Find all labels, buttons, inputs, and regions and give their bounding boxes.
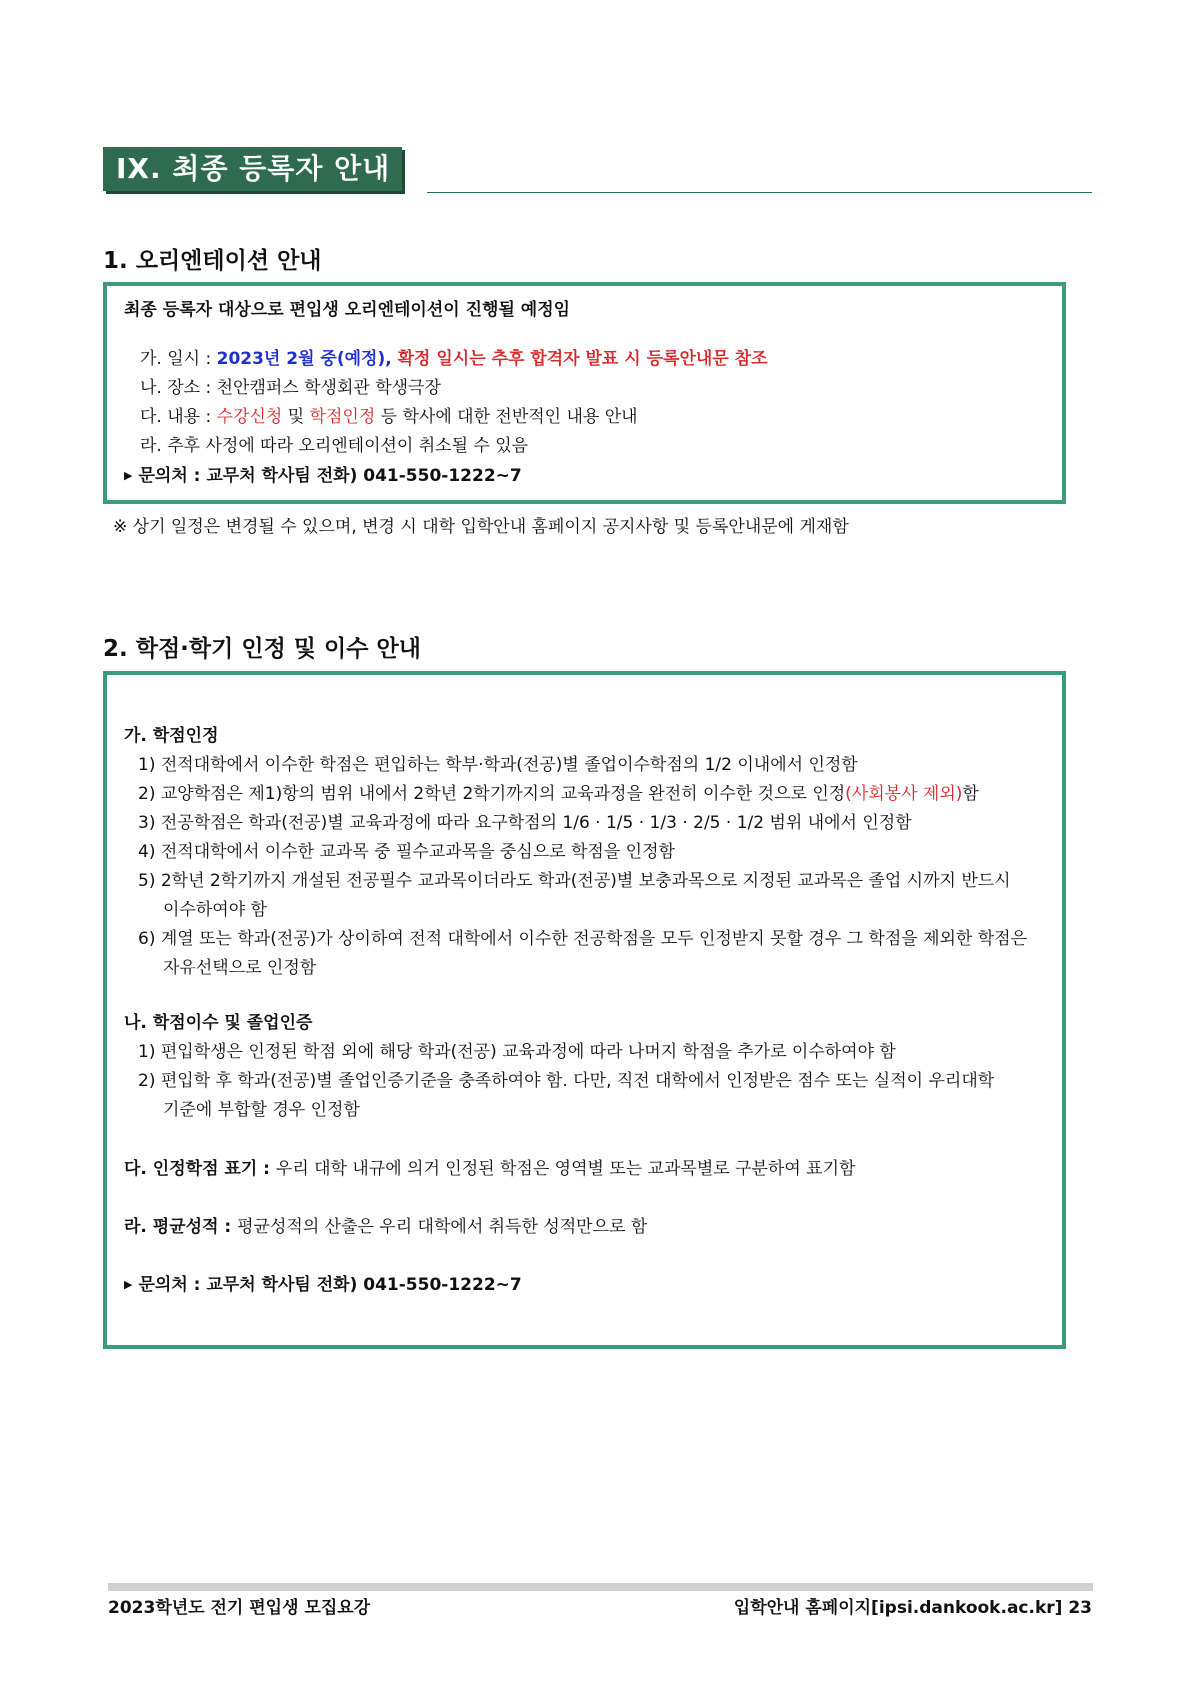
orientation-item-place: 나. 장소 : 천안캠퍼스 학생회관 학생극장 xyxy=(140,378,441,398)
credit-item-2-suffix: 함 xyxy=(962,784,979,804)
section2-title: 2. 학점·학기 인정 및 이수 안내 xyxy=(103,636,421,662)
section1-title: 1. 오리엔테이션 안내 xyxy=(103,248,322,274)
triangle-bullet-icon: ▶ xyxy=(124,469,133,482)
orientation-contact-text: 문의처 : 교무처 학사팀 전화) 041-550-1222~7 xyxy=(138,466,522,486)
footer-homepage-page: 입학안내 홈페이지[ipsi.dankook.ac.kr] 23 xyxy=(733,1598,1092,1618)
credit-recognition-heading: 가. 학점인정 xyxy=(124,726,219,746)
credit-item-2-exception: (사회봉사 제외) xyxy=(845,784,963,804)
content-red2: 학점인정 xyxy=(309,407,376,427)
content-prefix: 다. 내용 : xyxy=(140,407,217,427)
content-red1: 수강신청 xyxy=(216,407,283,427)
orientation-contact xyxy=(124,464,522,488)
schedule-note: ※ 상기 일정은 변경될 수 있으며, 변경 시 대학 입학안내 홈페이지 공지사항 및 등록안내문에 게재함 xyxy=(113,517,849,537)
content-mid: 및 xyxy=(282,407,310,427)
credit-contact-text: 문의처 : 교무처 학사팀 전화) 041-550-1222~7 xyxy=(138,1275,522,1295)
chapter-rule xyxy=(427,192,1092,193)
credit-item-6: 6) 계열 또는 학과(전공)가 상이하여 전적 대학에서 이수한 전공학점을 모두 인정받지 못할 경우 그 학점을 제외한 학점은 xyxy=(138,929,1028,949)
date-note: 확정 일시는 추후 합격자 발표 시 등록안내문 참조 xyxy=(391,349,768,369)
credit-item-4: 4) 전적대학에서 이수한 교과목 중 필수교과목을 중심으로 학점을 인정함 xyxy=(138,842,675,862)
footer-bar xyxy=(108,1583,1093,1591)
orientation-item-cancel: 라. 추후 사정에 따라 오리엔테이션이 취소될 수 있음 xyxy=(140,436,529,456)
orientation-item-content xyxy=(140,405,638,429)
credit-item-2 xyxy=(138,782,979,806)
completion-item-1: 1) 편입학생은 인정된 학점 외에 해당 학과(전공) 교육과정에 따라 나머지 학점을 추가로 이수하여야 함 xyxy=(138,1042,896,1062)
content-suffix: 등 학사에 대한 전반적인 내용 안내 xyxy=(375,407,638,427)
credit-item-3: 3) 전공학점은 학과(전공)별 교육과정에 따라 요구학점의 1/6 · 1/5 · 1/3 · 2/5 · 1/2 범위 내에서 인정함 xyxy=(138,813,912,833)
orientation-intro: 최종 등록자 대상으로 편입생 오리엔테이션이 진행될 예정임 xyxy=(124,300,571,320)
orientation-item-date xyxy=(140,347,768,371)
triangle-bullet-icon: ▶ xyxy=(124,1278,133,1291)
average-grade xyxy=(124,1215,647,1239)
date-prefix: 가. 일시 : xyxy=(140,349,217,369)
footer-doc-title: 2023학년도 전기 편입생 모집요강 xyxy=(108,1598,371,1618)
credit-item-5: 5) 2학년 2학기까지 개설된 전공필수 교과목이더라도 학과(전공)별 보충과목으로 지정된 교과목은 졸업 시까지 반드시 xyxy=(138,871,1011,891)
completion-item-2-cont: 기준에 부합할 경우 인정함 xyxy=(163,1100,360,1120)
completion-item-2: 2) 편입학 후 학과(전공)별 졸업인증기준을 충족하여야 함. 다만, 직전 대학에서 인정받은 점수 또는 실적이 우리대학 xyxy=(138,1071,995,1091)
credit-item-2-prefix: 2) 교양학점은 제1)항의 범위 내에서 2학년 2학기까지의 교육과정을 완전히 이수한 것으로 인정 xyxy=(138,784,846,804)
average-grade-text: 평균성적의 산출은 우리 대학에서 취득한 성적만으로 함 xyxy=(237,1217,648,1237)
date-value: 2023년 2월 중(예정), xyxy=(216,349,392,369)
credit-item-6-cont: 자유선택으로 인정함 xyxy=(163,958,317,978)
credit-contact xyxy=(124,1273,522,1297)
credit-notation xyxy=(124,1157,855,1181)
credit-notation-text: 우리 대학 내규에 의거 인정된 학점은 영역별 또는 교과목별로 구분하여 표기함 xyxy=(275,1159,856,1179)
completion-heading: 나. 학점이수 및 졸업인증 xyxy=(124,1013,313,1033)
credit-item-5-cont: 이수하여야 함 xyxy=(163,900,267,920)
credit-notation-heading: 다. 인정학점 표기 : xyxy=(124,1159,276,1179)
chapter-title: IX. 최종 등록자 안내 xyxy=(116,152,391,185)
average-grade-heading: 라. 평균성적 : xyxy=(124,1217,238,1237)
credit-item-1: 1) 전적대학에서 이수한 학점은 편입하는 학부·학과(전공)별 졸업이수학점의 1/2 이내에서 인정함 xyxy=(138,755,858,775)
